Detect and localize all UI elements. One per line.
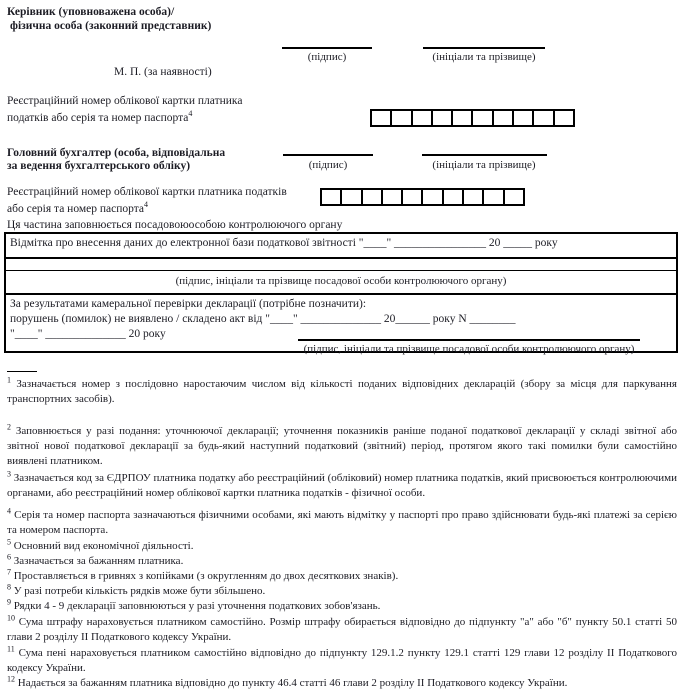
taxpayer-id-cell [464,190,484,204]
director-signature-line [282,47,372,49]
footnote-text: Заповнюється у разі подання: уточнюючої декларації; уточнення показників раніше поданої податкової декларації у складі звітної або звітної нової податкової декларації за будь-який наступний податковий (звітний) період, протягом якого такі помилки були самостійно виявлені платником. [7,425,678,467]
footnote-marker: 6 [7,552,11,562]
control-authority-table [4,232,678,353]
taxpayer-id-cell [383,190,403,204]
footnotes-section [7,371,677,691]
footnote-item [7,599,677,614]
director-title-line1: Керівник (уповноважена особа)/ [7,6,175,18]
footnotes-separator [7,371,37,372]
accountant-initials-line [422,154,547,156]
taxpayer-id-cell [494,111,514,125]
footnote-item [7,508,677,538]
taxpayer-id-cell [453,111,473,125]
footnote-marker: 8 [7,582,11,592]
footnote-text: Рядки 4 - 9 декларації заповнюються у разі уточнення податкових зобов'язань. [13,600,381,612]
taxpayer-id-cell [423,190,443,204]
footnote-text: Серія та номер паспорта зазначаються фізичними особами, які мають відмітку у паспорті про право здійснювати будь-які платежі за серією та номером паспорта. [7,509,677,536]
taxpayer-id-label-text: або серія та номер паспорта [7,203,145,215]
footnote-marker: 2 [7,422,11,432]
taxpayer-id-label-director-line2 [7,109,193,124]
taxpayer-id-cell [413,111,433,125]
taxpayer-id-label-accountant-line1: Реєстраційний номер облікової картки платника податків [7,186,287,198]
footnote-text: Зазначається номер з послідовно наростаючим числом від кількості поданих відповідних декларацій (збору за місця для паркування транспортних засобів). [7,378,677,405]
stamp-note: М. П. (за наявності) [114,66,212,78]
taxpayer-id-cell [505,190,523,204]
taxpayer-id-cell [322,190,342,204]
footnote-item [7,554,677,569]
footnote-item [7,471,677,501]
audit-line2: порушень (помилок) не виявлено / складено акт від "____" ______________ 20______ року N ________ [10,313,516,325]
footnote-item [7,676,677,691]
edata-mark-row: Відмітка про внесення даних до електронної бази податкової звітності "____" ________________ 20 _____ року [6,234,676,259]
taxpayer-id-cell [342,190,362,204]
taxpayer-id-cell [514,111,534,125]
footnote-marker: 11 [7,644,15,654]
footnote-ref-4: 4 [188,109,193,119]
taxpayer-id-cell [403,190,423,204]
audit-result-row [6,295,676,355]
footnote-marker: 4 [7,506,11,516]
taxpayer-id-boxes-accountant [320,188,525,206]
audit-line1: За результатами камеральної перевірки декларації (потрібне позначити): [10,298,367,310]
taxpayer-id-cell [534,111,554,125]
footnote-item [7,615,677,645]
signature-label: (підпис) [308,159,348,171]
taxpayer-id-label-accountant-line2 [7,200,149,215]
taxpayer-id-boxes-director [370,109,575,127]
taxpayer-id-cell [363,190,383,204]
accountant-title-line2: за ведення бухгалтерського обліку) [7,160,191,172]
initials-label: (ініціали та прізвище) [432,159,536,171]
taxpayer-id-cell [473,111,493,125]
taxpayer-id-cell [444,190,464,204]
taxpayer-id-cell [392,111,412,125]
footnote-marker: 7 [7,567,11,577]
footnote-text: Сума штрафу нараховується платником самостійно. Розмір штрафу обирається відповідно до підпункту "а" або "б" пункту 50.1 статті 50 глави 2 розділу II Податкового кодексу України. [7,616,677,643]
footnote-marker: 3 [7,469,11,479]
footnote-marker: 1 [7,375,11,385]
footnote-ref-4: 4 [144,200,149,210]
director-initials-line [423,47,545,49]
control-authority-note: Ця частина заповнюється посадовоюособою контролюючого органу [7,219,343,231]
footnote-marker: 5 [7,537,11,547]
signature-label: (підпис) [307,51,347,63]
footnote-item [7,424,677,469]
accountant-title-line1: Головний бухгалтер (особа, відповідальна [7,147,226,159]
footnote-text: Сума пені нараховується платником самостійно відповідно до підпункту 129.1.2 пункту 129.1 статті 129 глави 12 розділу II Податкового кодексу України. [7,647,678,674]
footnote-text: Зазначається код за ЄДРПОУ платника податку або реєстраційний (обліковий) номер платника податків, який присвоюється контролюючими органами, або реєстраційний номер облікової картки платника податків - фізичної особи. [7,472,677,499]
taxpayer-id-label-text: податків або серія та номер паспорта [7,112,189,124]
footnote-marker: 10 [7,613,15,623]
initials-label: (ініціали та прізвище) [432,51,536,63]
footnote-item [7,377,677,407]
footnote-text: У разі потреби кількість рядків може бути збільшено. [13,585,266,597]
director-title-line2: фізична особа (законний представник) [10,20,212,32]
footnote-text: Основний вид економічної діяльності. [13,540,194,552]
footnote-item [7,539,677,554]
empty-row [6,259,676,271]
footnote-marker: 9 [7,597,11,607]
audit-signature-block [298,339,640,357]
accountant-signature-line [283,154,373,156]
footnote-text: Надається за бажанням платника відповідно до пункту 46.4 статті 46 глави 2 розділу II Податкового кодексу України. [17,677,568,689]
footnote-item [7,569,677,584]
footnote-text: Проставляється в гривнях з копійками (з округленням до двох десяткових знаків). [13,570,399,582]
official-signature-label-row: (підпис, ініціали та прізвище посадової особи контролюючого органу) [6,271,676,295]
taxpayer-id-cell [372,111,392,125]
taxpayer-id-cell [433,111,453,125]
taxpayer-id-cell [484,190,504,204]
footnote-item [7,584,677,599]
footnote-text: Зазначається за бажанням платника. [13,555,184,567]
footnote-item [7,646,677,676]
footnote-marker: 12 [7,674,15,684]
audit-signature-label: (підпис, ініціали та прізвище посадової особи контролюючого органу) [303,343,635,355]
audit-line3: "____" ______________ 20 року [10,328,166,340]
taxpayer-id-label-director-line1: Реєстраційний номер облікової картки платника [7,95,243,107]
taxpayer-id-cell [555,111,573,125]
